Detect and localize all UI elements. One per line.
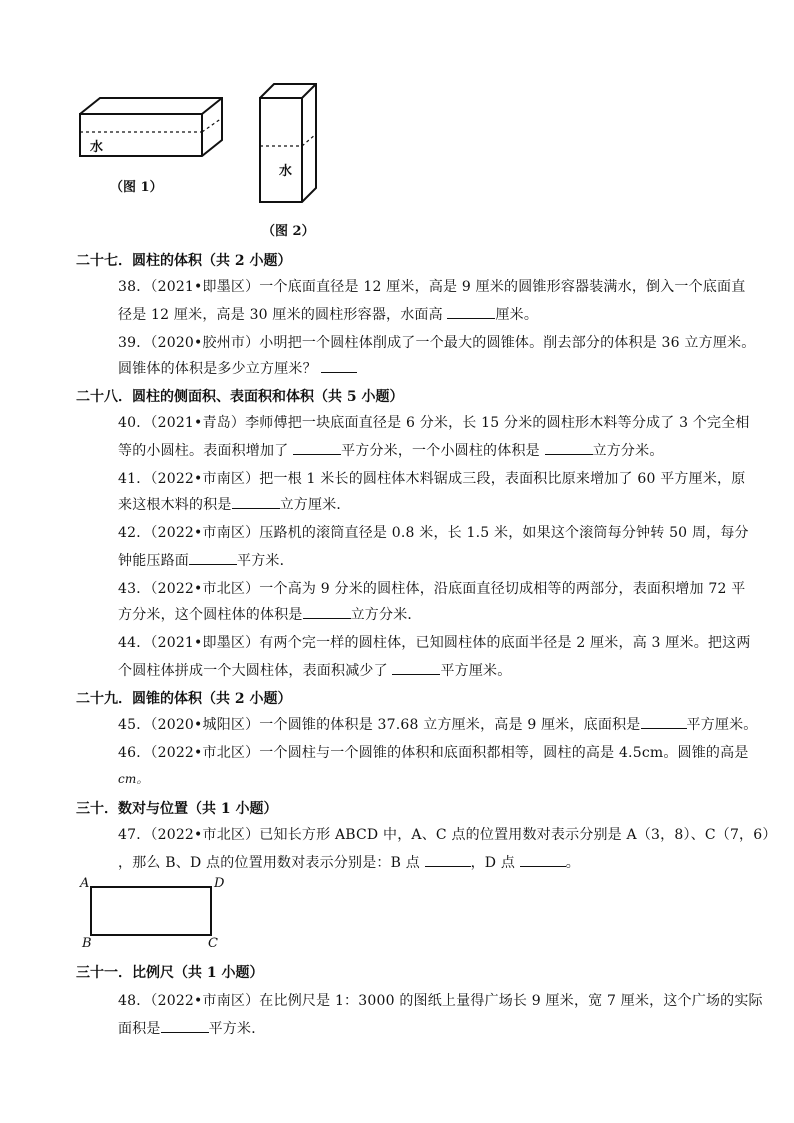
q43-line-2: 方分米，这个圆柱体的体积是 立方分米． — [118, 604, 422, 624]
section-title-31: 三十一．比例尺（共 1 小题） — [76, 965, 264, 981]
q44-line-1: 44．（2021•即墨区）有两个完一样的圆柱体，已知圆柱体的底面半径是 2 厘米，高 3 厘米。把这两 — [118, 635, 751, 651]
figure-2-water-label: 水 — [279, 164, 293, 179]
section-title-30: 三十．数对与位置（共 1 小题） — [76, 801, 278, 817]
q41-blank[interactable] — [232, 494, 280, 509]
section-title-28: 二十八．圆柱的侧面积、表面积和体积（共 5 小题） — [76, 389, 404, 405]
q39-blank[interactable] — [321, 358, 357, 373]
section-title-27: 二十七．圆柱的体积（共 2 小题） — [76, 253, 292, 269]
q46-line-2: cm。 — [118, 772, 149, 786]
q45-line-1: 45．（2020•城阳区）一个圆锥的体积是 37.68 立方厘米，高是 9 厘米，底面积是 平方厘米。 — [118, 714, 758, 734]
rectangle-abcd — [90, 886, 214, 938]
q39-line-1: 39．（2020•胶州市）小明把一个圆柱体削成了一个最大的圆锥体。削去部分的体积是 36 立方厘米。 — [118, 335, 756, 351]
q48-blank[interactable] — [161, 1018, 209, 1033]
q48-line-1: 48．（2022•市南区）在比例尺是 1：3000 的图纸上量得广场长 9 厘米，宽 7 厘米，这个广场的实际 — [118, 993, 763, 1009]
q45-blank[interactable] — [641, 714, 687, 729]
q47-line-2: ，那么 B、D 点的位置用数对表示分别是：B 点 ，D 点 。 — [118, 852, 580, 872]
point-c-label: C — [208, 936, 218, 951]
q40-blank-2[interactable] — [545, 440, 593, 455]
q43-blank[interactable] — [303, 604, 351, 619]
q43-line-1: 43．（2022•市北区）一个高为 9 分米的圆柱体，沿底面直径切成相等的两部分，表面积增加 72 平 — [118, 581, 746, 597]
q42-blank[interactable] — [189, 550, 237, 565]
figure-2-caption: （图 2） — [262, 224, 315, 239]
q38-blank[interactable] — [447, 304, 495, 319]
q44-blank[interactable] — [392, 660, 440, 675]
figure-2-box — [256, 80, 320, 206]
q40-line-1: 40．（2021•青岛）李师傅把一块底面直径是 6 分米，长 15 分米的圆柱形木料等分成了 3 个完全相 — [118, 415, 750, 431]
point-a-label: A — [80, 876, 90, 891]
point-b-label: B — [82, 936, 92, 951]
q44-line-2: 个圆柱体拼成一个大圆柱体，表面积减少了 平方厘米。 — [118, 660, 511, 680]
q40-line-2: 等的小圆柱。表面积增加了 平方分米，一个小圆柱的体积是 立方分米。 — [118, 440, 664, 460]
q48-line-2: 面积是 平方米． — [118, 1018, 265, 1038]
q41-line-1: 41．（2022•市南区）把一根 1 米长的圆柱体木料锯成三段，表面积比原来增加了 60 平方厘米，原 — [118, 471, 746, 487]
q47-line-1: 47．（2022•市北区）已知长方形 ABCD 中，A、C 点的位置用数对表示分别是 A（3，8）、C（7，6） — [118, 827, 777, 843]
q42-line-1: 42．（2022•市南区）压路机的滚筒直径是 0.8 米，长 1.5 米，如果这个滚筒每分钟转 50 周，每分 — [118, 525, 749, 541]
q38-line-1: 38．（2021•即墨区）一个底面直径是 12 厘米，高是 9 厘米的圆锥形容器装满水，倒入一个底面直 — [118, 279, 746, 295]
q42-line-2: 钟能压路面 平方米． — [118, 550, 294, 570]
q41-line-2: 来这根木料的积是 立方厘米． — [118, 494, 351, 514]
q38-line-2: 径是 12 厘米，高是 30 厘米的圆柱形容器，水面高 厘米。 — [118, 304, 538, 324]
q39-line-2: 圆锥体的体积是多少立方厘米？ — [118, 358, 357, 378]
q47-blank-d[interactable] — [520, 852, 566, 867]
figure-1-water-label: 水 — [90, 140, 104, 155]
q40-blank-1[interactable] — [293, 440, 341, 455]
figure-1-caption: （图 1） — [110, 180, 163, 195]
q47-blank-b[interactable] — [425, 852, 471, 867]
q46-line-1: 46．（2022•市北区）一个圆柱与一个圆锥的体积和底面积都相等，圆柱的高是 4.5cm。圆锥的高是 — [118, 745, 749, 761]
point-d-label: D — [214, 876, 225, 891]
section-title-29: 二十九．圆锥的体积（共 2 小题） — [76, 691, 292, 707]
